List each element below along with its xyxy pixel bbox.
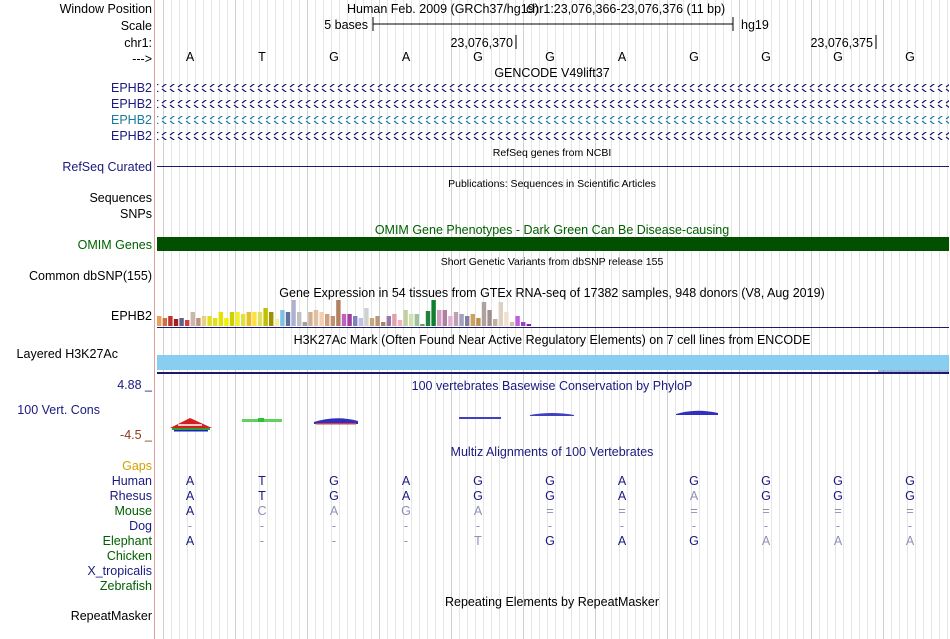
gtex-tissue-bar[interactable] <box>325 314 329 326</box>
omim-gene-bar[interactable] <box>157 237 949 251</box>
gtex-tissue-bar[interactable] <box>476 318 480 326</box>
gtex-tissue-bar[interactable] <box>521 322 525 326</box>
species-xtropicalis-label[interactable]: X_tropicalis <box>87 564 152 578</box>
gtex-tissue-bar[interactable] <box>168 316 172 326</box>
gtex-tissue-bar[interactable] <box>415 314 419 326</box>
h3k27ac-title: H3K27Ac Mark (Often Found Near Active Regulatory Elements) on 7 cell lines from ENCODE <box>293 333 811 347</box>
base-letter: G <box>833 50 843 64</box>
gtex-tissue-bar[interactable] <box>342 314 346 326</box>
base-letter: G <box>473 50 483 64</box>
gtex-tissue-bar[interactable] <box>454 312 458 326</box>
alignment-base: T <box>474 534 482 548</box>
gtex-tissue-bar[interactable] <box>426 311 430 326</box>
gtex-tissue-bar[interactable] <box>185 320 189 326</box>
gencode-transcript-1[interactable] <box>157 84 949 92</box>
gtex-tissue-bar[interactable] <box>286 312 290 326</box>
coord-370-text: 23,076,370 <box>450 36 513 50</box>
base-letter: G <box>545 50 555 64</box>
strand-arrow-label: ---> <box>132 52 152 66</box>
gtex-tissue-bar[interactable] <box>364 308 368 326</box>
alignment-base: G <box>905 474 915 488</box>
gtex-gene-label[interactable]: EPHB2 <box>111 309 152 323</box>
gtex-tissue-bar[interactable] <box>387 316 391 326</box>
gtex-tissue-bar[interactable] <box>308 312 312 326</box>
gtex-tissue-bar[interactable] <box>163 318 167 326</box>
alignment-base: A <box>833 534 843 548</box>
gtex-tissue-bar[interactable] <box>515 316 519 326</box>
gtex-tissue-bar[interactable] <box>241 314 245 326</box>
gencode-gene-label-3[interactable]: EPHB2 <box>111 113 152 127</box>
conservation-track-label[interactable]: 100 Vert. Cons <box>17 403 100 417</box>
gtex-tissue-bar[interactable] <box>392 314 396 326</box>
gtex-tissue-bar[interactable] <box>191 312 195 326</box>
base-letter: G <box>689 50 699 64</box>
base-letter: A <box>401 50 411 64</box>
species-rhesus-label[interactable]: Rhesus <box>109 489 152 503</box>
gtex-tissue-bar[interactable] <box>353 316 357 326</box>
gtex-tissue-bar[interactable] <box>487 310 491 326</box>
alignment-base: G <box>689 474 699 488</box>
scale-db-text: hg19 <box>741 18 769 32</box>
gtex-tissue-bar[interactable] <box>280 310 284 326</box>
gtex-tissue-bar[interactable] <box>347 314 351 326</box>
base-letter: A <box>185 50 195 64</box>
gencode-transcript-2[interactable] <box>157 100 949 108</box>
gtex-tissue-bar[interactable] <box>381 322 385 326</box>
alignment-base: G <box>473 474 483 488</box>
gencode-title: GENCODE V49lift37 <box>494 66 610 80</box>
alignment-base: - <box>259 534 265 548</box>
gencode-transcript-4[interactable] <box>157 132 949 140</box>
gtex-tissue-bar[interactable] <box>157 316 161 326</box>
scale-bases-text: 5 bases <box>324 18 368 32</box>
gtex-tissue-bar[interactable] <box>359 318 363 326</box>
alignment-base: G <box>473 489 483 503</box>
alignment-base: G <box>905 489 915 503</box>
chrom-label: chr1: <box>124 36 152 50</box>
gtex-tissue-bar[interactable] <box>263 308 267 326</box>
alignment-base: - <box>763 519 769 533</box>
alignment-base: = <box>546 504 554 518</box>
base-letter: G <box>761 50 771 64</box>
alignment-base: - <box>187 519 193 533</box>
repeatmasker-track-label[interactable]: RepeatMasker <box>70 609 152 623</box>
gtex-tissue-bar[interactable] <box>314 310 318 326</box>
alignment-base: = <box>618 504 626 518</box>
gtex-tissue-bar[interactable] <box>202 316 206 326</box>
gtex-tissue-bar[interactable] <box>471 314 475 326</box>
alignment-base: A <box>617 489 627 503</box>
gtex-tissue-bar[interactable] <box>409 314 413 326</box>
gtex-tissue-bar[interactable] <box>527 324 531 326</box>
gtex-tissue-bar[interactable] <box>269 312 273 326</box>
gtex-tissue-bar[interactable] <box>443 310 447 326</box>
species-chicken-label[interactable]: Chicken <box>106 549 152 563</box>
gtex-tissue-bar[interactable] <box>207 316 211 326</box>
alignment-base: G <box>689 534 699 548</box>
species-zebrafish-label[interactable]: Zebrafish <box>99 579 152 593</box>
snps-track-label[interactable]: SNPs <box>120 207 152 221</box>
gencode-gene-label-2[interactable]: EPHB2 <box>111 97 152 111</box>
gtex-tissue-bar[interactable] <box>375 316 379 326</box>
alignment-base: A <box>185 489 195 503</box>
alignment-base: G <box>545 474 555 488</box>
alignment-base: G <box>545 534 555 548</box>
alignment-base: A <box>401 489 411 503</box>
gtex-tissue-bar[interactable] <box>230 312 234 326</box>
alignment-base: G <box>401 504 411 518</box>
alignment-base: G <box>761 474 771 488</box>
alignment-base: T <box>258 474 266 488</box>
alignment-base: - <box>547 519 553 533</box>
gtex-tissue-bar[interactable] <box>252 312 256 326</box>
alignment-base: A <box>185 474 195 488</box>
gtex-tissue-bar[interactable] <box>297 312 301 326</box>
assembly-text: Human Feb. 2009 (GRCh37/hg19) <box>347 2 539 16</box>
alignment-base: - <box>691 519 697 533</box>
base-letter: A <box>617 50 627 64</box>
gtex-tissue-bar[interactable] <box>398 320 402 326</box>
h3k27ac-signal[interactable] <box>157 355 949 370</box>
coord-375-text: 23,076,375 <box>810 36 873 50</box>
species-elephant-label[interactable]: Elephant <box>102 534 152 548</box>
repeatmasker-title: Repeating Elements by RepeatMasker <box>444 595 660 609</box>
alignment-base: C <box>257 504 267 518</box>
alignment-base: - <box>331 519 337 533</box>
species-mouse-label[interactable]: Mouse <box>114 504 152 518</box>
gtex-tissue-bar[interactable] <box>448 316 452 326</box>
gtex-tissue-bar[interactable] <box>370 318 374 326</box>
alignment-base: A <box>761 534 771 548</box>
phylop-logo-g3 <box>530 413 574 416</box>
alignment-base: - <box>331 534 337 548</box>
gtex-title: Gene Expression in 54 tissues from GTEx RNA-seq of 17382 samples, 948 donors (V8, Aug 2019) <box>279 286 825 300</box>
gtex-tissue-bar[interactable] <box>331 316 335 326</box>
base-letter: G <box>905 50 915 64</box>
base-letter: G <box>329 50 339 64</box>
alignment-base: A <box>329 504 339 518</box>
gtex-tissue-bar[interactable] <box>510 322 514 326</box>
left-labels <box>17 2 153 623</box>
gtex-tissue-bar[interactable] <box>275 319 279 326</box>
omim-title: OMIM Gene Phenotypes - Dark Green Can Be Disease-causing <box>374 223 730 237</box>
gtex-tissue-bar[interactable] <box>431 300 435 326</box>
refseq-track-label[interactable]: RefSeq Curated <box>62 160 152 174</box>
multiz-title: Multiz Alignments of 100 Vertebrates <box>450 445 654 459</box>
alignment-base: A <box>689 489 699 503</box>
alignment-base: - <box>907 519 913 533</box>
gtex-tissue-bar[interactable] <box>258 312 262 326</box>
gtex-tissue-bar[interactable] <box>174 319 178 326</box>
dbsnp-title: Short Genetic Variants from dbSNP release 155 <box>440 256 664 268</box>
gtex-tissue-bar[interactable] <box>403 310 407 326</box>
gtex-tissue-bar[interactable] <box>493 319 497 326</box>
gtex-tissue-bar[interactable] <box>437 310 441 326</box>
gtex-tissue-bar[interactable] <box>482 302 486 326</box>
position-text: chr1:23,076,366-23,076,376 (11 bp) <box>526 2 726 16</box>
omim-track-label[interactable]: OMIM Genes <box>77 238 152 252</box>
gtex-tissue-bar[interactable] <box>504 312 508 326</box>
alignment-base: - <box>403 519 409 533</box>
alignment-base: = <box>762 504 770 518</box>
alignment-base: A <box>185 534 195 548</box>
base-sequence-row <box>186 50 915 64</box>
h3k27ac-track-label[interactable]: Layered H3K27Ac <box>16 347 118 361</box>
gtex-tissue-bar[interactable] <box>303 322 307 326</box>
alignment-base: - <box>475 519 481 533</box>
gtex-tissue-bar[interactable] <box>196 318 200 326</box>
alignment-base: = <box>906 504 914 518</box>
species-dog-label[interactable]: Dog <box>129 519 152 533</box>
conservation-max-label: 4.88 _ <box>117 378 152 392</box>
refseq-title: RefSeq genes from NCBI <box>492 147 612 159</box>
window-position-label: Window Position <box>59 2 152 16</box>
gtex-tissue-bar[interactable] <box>224 318 228 326</box>
base-letter: T <box>258 50 266 64</box>
alignment-base: A <box>617 534 627 548</box>
alignment-base: = <box>690 504 698 518</box>
alignment-base: T <box>258 489 266 503</box>
gtex-tissue-bar[interactable] <box>465 316 469 326</box>
species-human-label[interactable]: Human <box>111 474 152 488</box>
gtex-tissue-bar[interactable] <box>336 300 340 326</box>
phylop-logo-a <box>170 418 212 432</box>
alignment-base: G <box>833 474 843 488</box>
ruler-header <box>324 2 876 50</box>
alignment-base: - <box>619 519 625 533</box>
gtex-tissue-bar[interactable] <box>319 312 323 326</box>
multiz-alignment <box>186 474 915 548</box>
dbsnp-track-label[interactable]: Common dbSNP(155) <box>29 269 152 283</box>
gtex-tissue-bar[interactable] <box>213 318 217 326</box>
gencode-gene-label-4[interactable]: EPHB2 <box>111 129 152 143</box>
phylop-title: 100 vertebrates Basewise Conservation by PhyloP <box>411 379 693 393</box>
gencode-gene-label-1[interactable]: EPHB2 <box>111 81 152 95</box>
sequences-track-label[interactable]: Sequences <box>89 191 152 205</box>
alignment-base: G <box>329 489 339 503</box>
alignment-base: = <box>834 504 842 518</box>
gtex-tissue-bar[interactable] <box>291 300 295 326</box>
alignment-base: A <box>401 474 411 488</box>
alignment-base: G <box>761 489 771 503</box>
conservation-min-label: -4.5 _ <box>120 428 152 442</box>
phylop-logo-g2 <box>459 417 501 419</box>
phylop-logo-g4 <box>676 411 718 415</box>
gtex-expression-bars[interactable] <box>157 300 531 326</box>
alignment-base: A <box>473 504 483 518</box>
alignment-base: A <box>617 474 627 488</box>
gencode-transcript-3[interactable] <box>157 116 949 124</box>
gtex-tissue-bar[interactable] <box>219 312 223 326</box>
alignment-base: - <box>835 519 841 533</box>
alignment-base: - <box>259 519 265 533</box>
gtex-tissue-bar[interactable] <box>235 312 239 326</box>
alignment-base: - <box>403 534 409 548</box>
gtex-tissue-bar[interactable] <box>247 312 251 326</box>
gtex-tissue-bar[interactable] <box>499 302 503 326</box>
publications-title: Publications: Sequences in Scientific Articles <box>448 178 656 190</box>
scale-label: Scale <box>120 19 152 33</box>
gaps-label: Gaps <box>122 459 152 473</box>
gtex-tissue-bar[interactable] <box>459 314 463 326</box>
gtex-tissue-bar[interactable] <box>179 318 183 326</box>
alignment-base: G <box>833 489 843 503</box>
alignment-base: G <box>329 474 339 488</box>
phylop-logo-g1 <box>314 418 358 424</box>
alignment-base: G <box>545 489 555 503</box>
gtex-tissue-bar[interactable] <box>420 324 424 326</box>
alignment-base: A <box>185 504 195 518</box>
alignment-base: A <box>905 534 915 548</box>
